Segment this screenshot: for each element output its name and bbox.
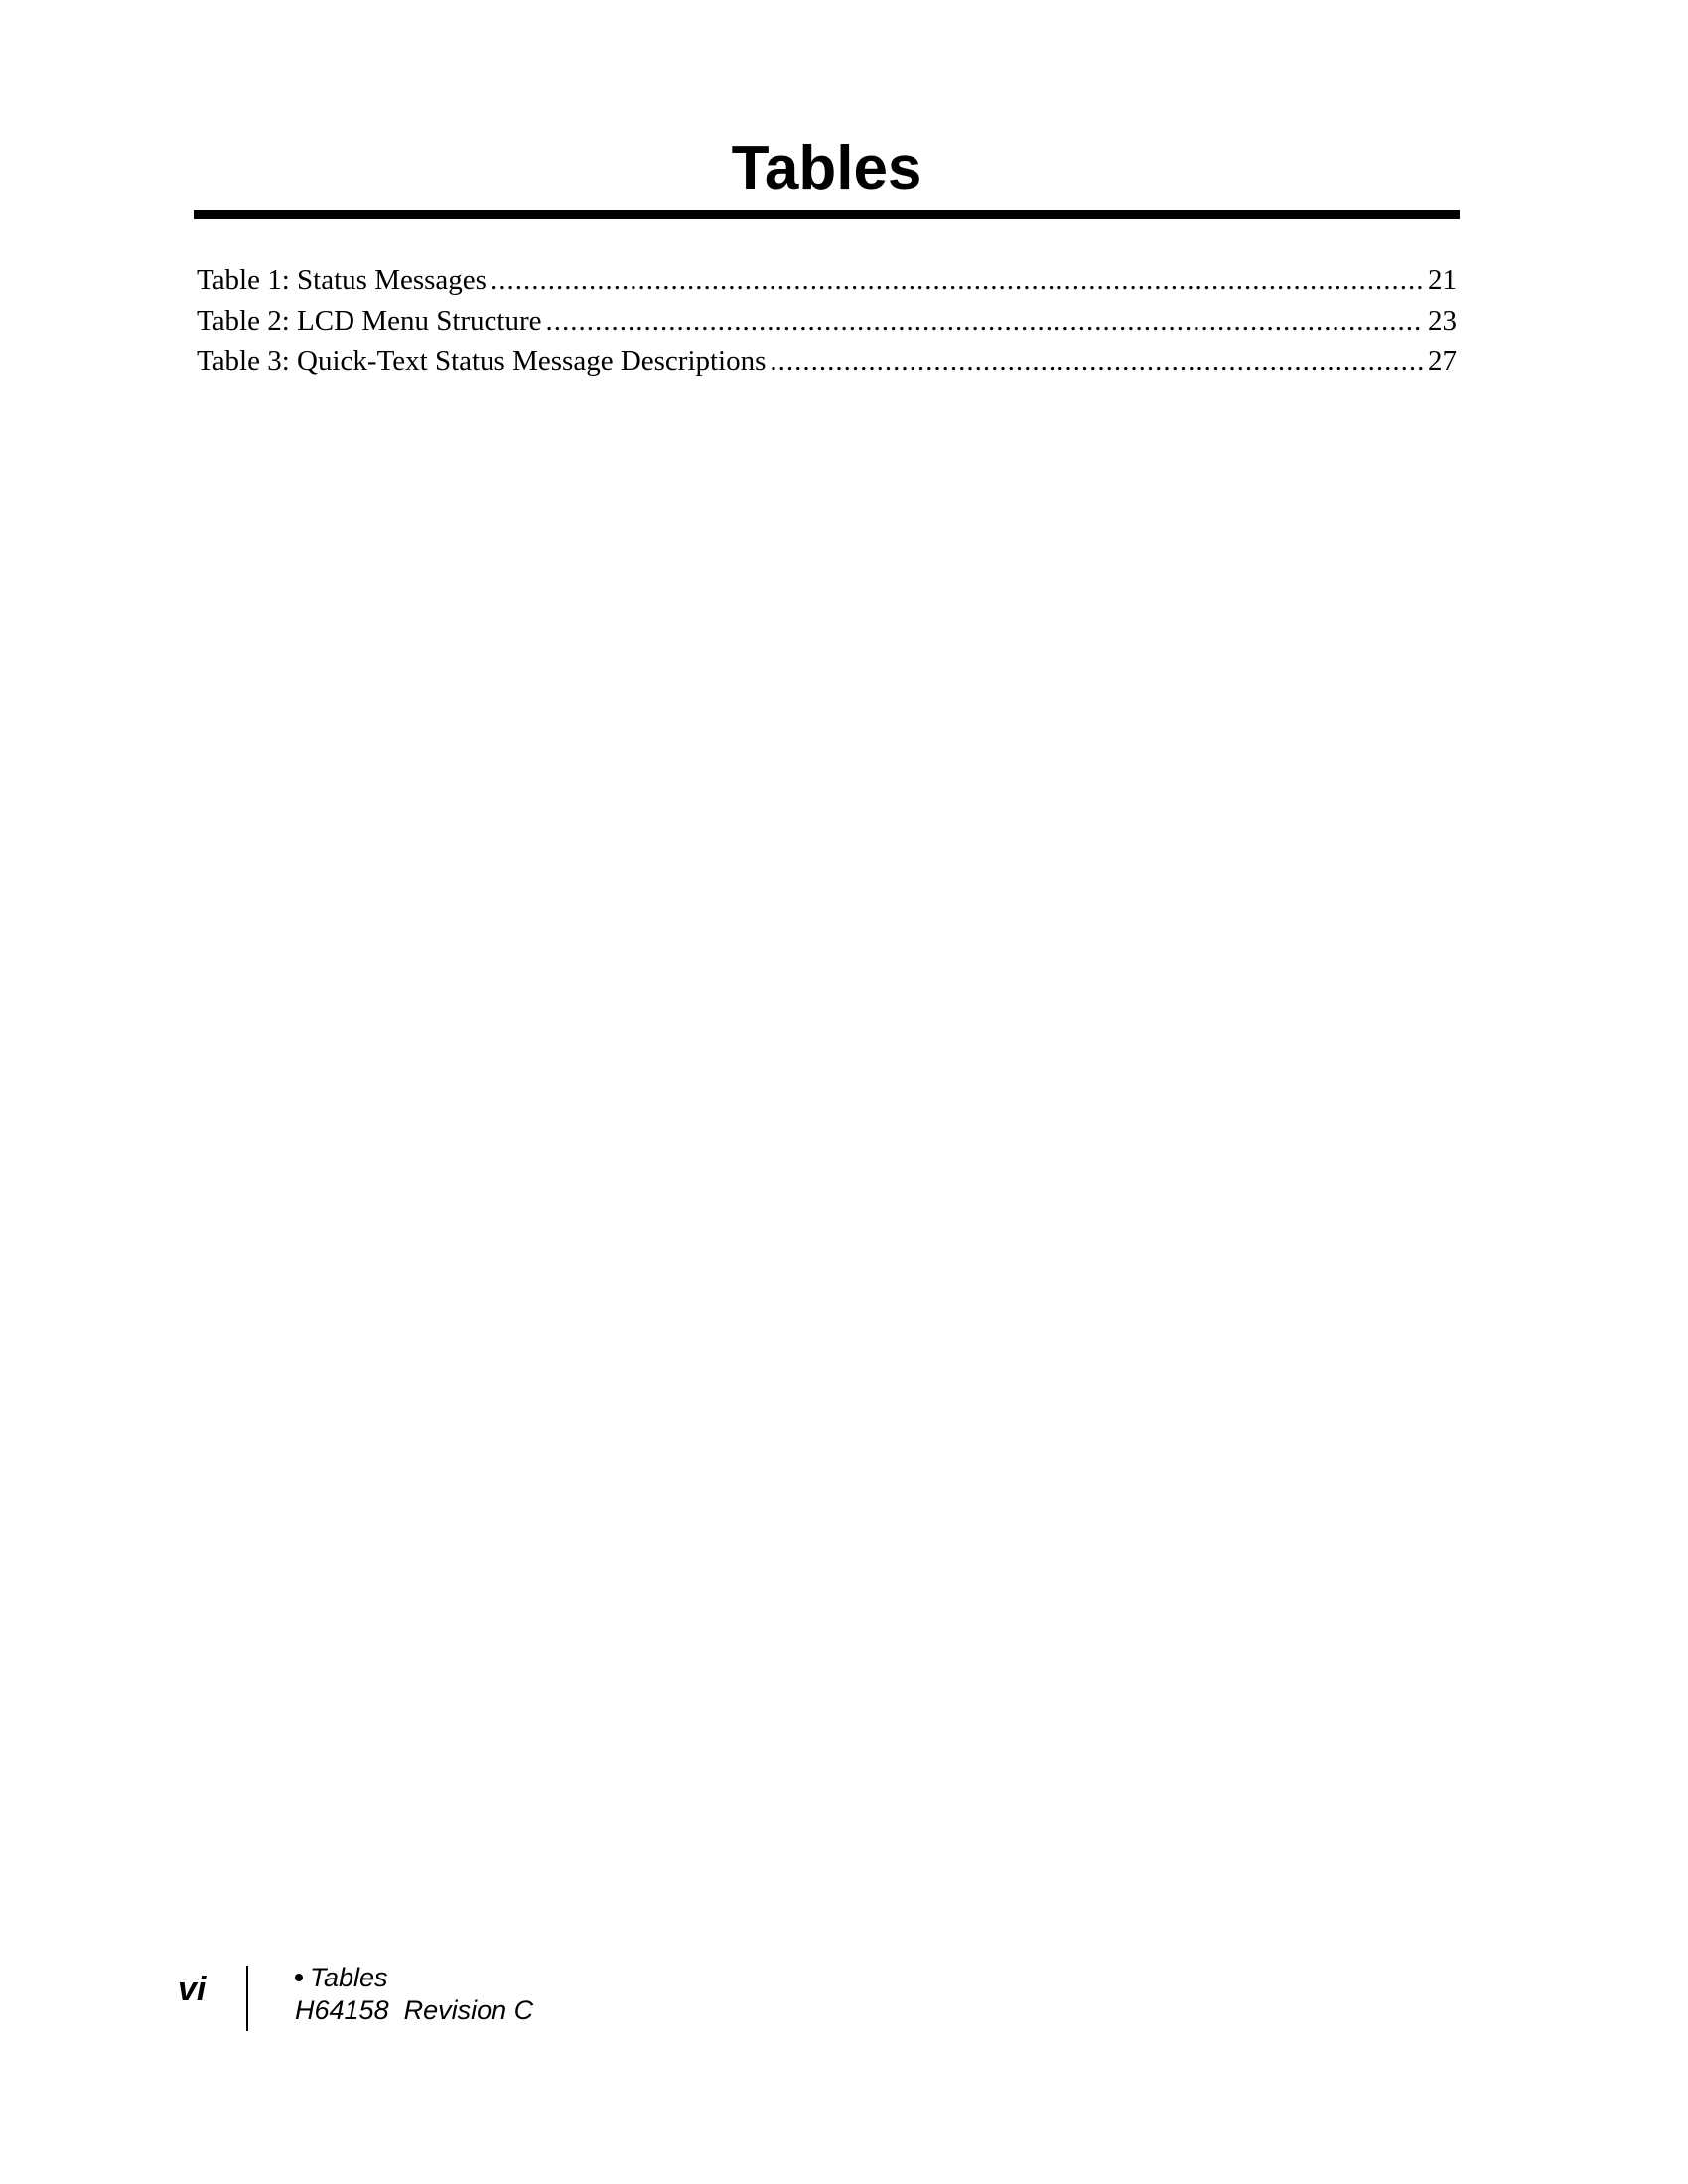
footer-text (295, 1962, 533, 2027)
footer-doc-line (295, 1994, 533, 2027)
toc-entry-page[interactable]: 27 (1428, 345, 1457, 377)
toc-entry-page[interactable]: 21 (1428, 264, 1457, 296)
footer-divider (246, 1966, 248, 2031)
toc-entry-table-1[interactable] (197, 260, 1457, 301)
toc-entry-table-2[interactable] (197, 301, 1457, 341)
page-footer (174, 1963, 770, 2045)
toc-entry-table-3[interactable] (197, 341, 1457, 382)
footer-section-title: Tables (310, 1963, 388, 1992)
footer-doc-id: H64158 Revision C (295, 1995, 534, 2025)
toc-entry-label[interactable]: Table 1: Status Messages (197, 264, 487, 296)
title-rule (194, 210, 1460, 219)
bullet-icon (295, 1974, 303, 1981)
page-number: vi (178, 1971, 207, 2008)
toc-entry-label[interactable]: Table 3: Quick-Text Status Message Descriptions (197, 345, 767, 377)
dot-leader (770, 341, 1424, 382)
toc-entry-label[interactable]: Table 2: LCD Menu Structure (197, 305, 542, 337)
dot-leader (491, 260, 1424, 301)
dot-leader (546, 301, 1424, 341)
footer-section-line (295, 1962, 533, 1994)
page-title: Tables (731, 134, 922, 203)
table-of-contents (197, 260, 1457, 382)
toc-entry-page[interactable]: 23 (1428, 305, 1457, 337)
